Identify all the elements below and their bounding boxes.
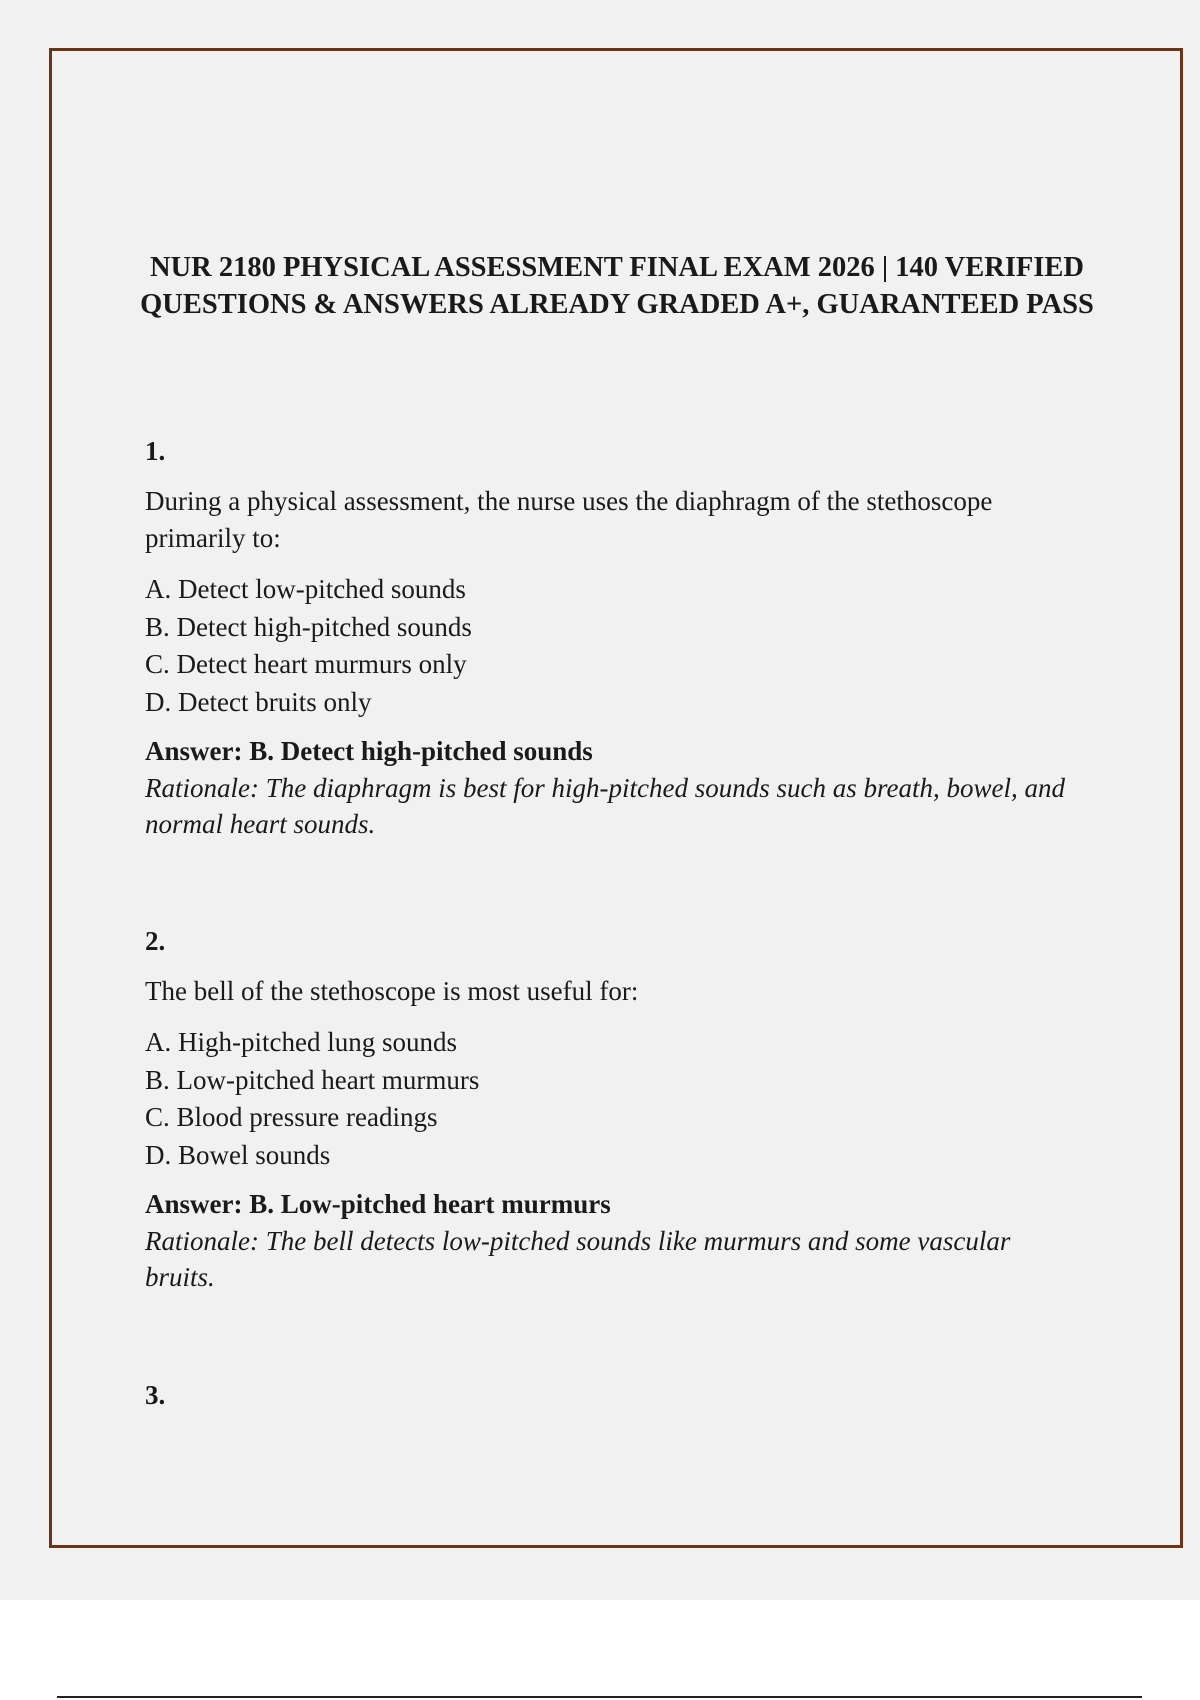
question-2: [145, 926, 1075, 1295]
correct-answer: Answer: B. Detect high-pitched sounds: [145, 736, 593, 766]
option-b: B. Low-pitched heart murmurs: [145, 1064, 480, 1095]
option-b: B. Detect high-pitched sounds: [145, 611, 472, 642]
rationale: Rationale: The bell detects low-pitched sounds like murmurs and some vascular bruits.: [145, 1226, 1011, 1292]
answer-options: [145, 571, 1075, 721]
answer-options: [145, 1024, 1075, 1174]
question-3: [145, 1380, 1075, 1411]
option-c: C. Blood pressure readings: [145, 1102, 438, 1132]
rationale: Rationale: The diaphragm is best for high-pitched sounds such as breath, bowel, and normal heart sounds.: [145, 773, 1065, 839]
question-number: 1.: [145, 436, 166, 466]
question-1: [145, 436, 1075, 842]
document-title: NUR 2180 PHYSICAL ASSESSMENT FINAL EXAM 2026 | 140 VERIFIED QUESTIONS & ANSWERS ALREADY GRADED A+, GUARANTEED PASS: [140, 252, 1094, 320]
question-text: During a physical assessment, the nurse uses the diaphragm of the stethoscope primarily to:: [145, 486, 993, 553]
option-d: D. Detect bruits only: [145, 686, 372, 717]
question-number: 2.: [145, 926, 166, 956]
option-c: C. Detect heart murmurs only: [145, 649, 467, 679]
option-d: D. Bowel sounds: [145, 1139, 331, 1170]
option-a: A. High-pitched lung sounds: [145, 1027, 457, 1057]
question-number: 3.: [145, 1380, 166, 1410]
correct-answer: Answer: B. Low-pitched heart murmurs: [145, 1189, 611, 1219]
footer-divider: [57, 1696, 1142, 1698]
question-text: The bell of the stethoscope is most useful for:: [145, 976, 639, 1006]
option-a: A. Detect low-pitched sounds: [145, 574, 466, 604]
